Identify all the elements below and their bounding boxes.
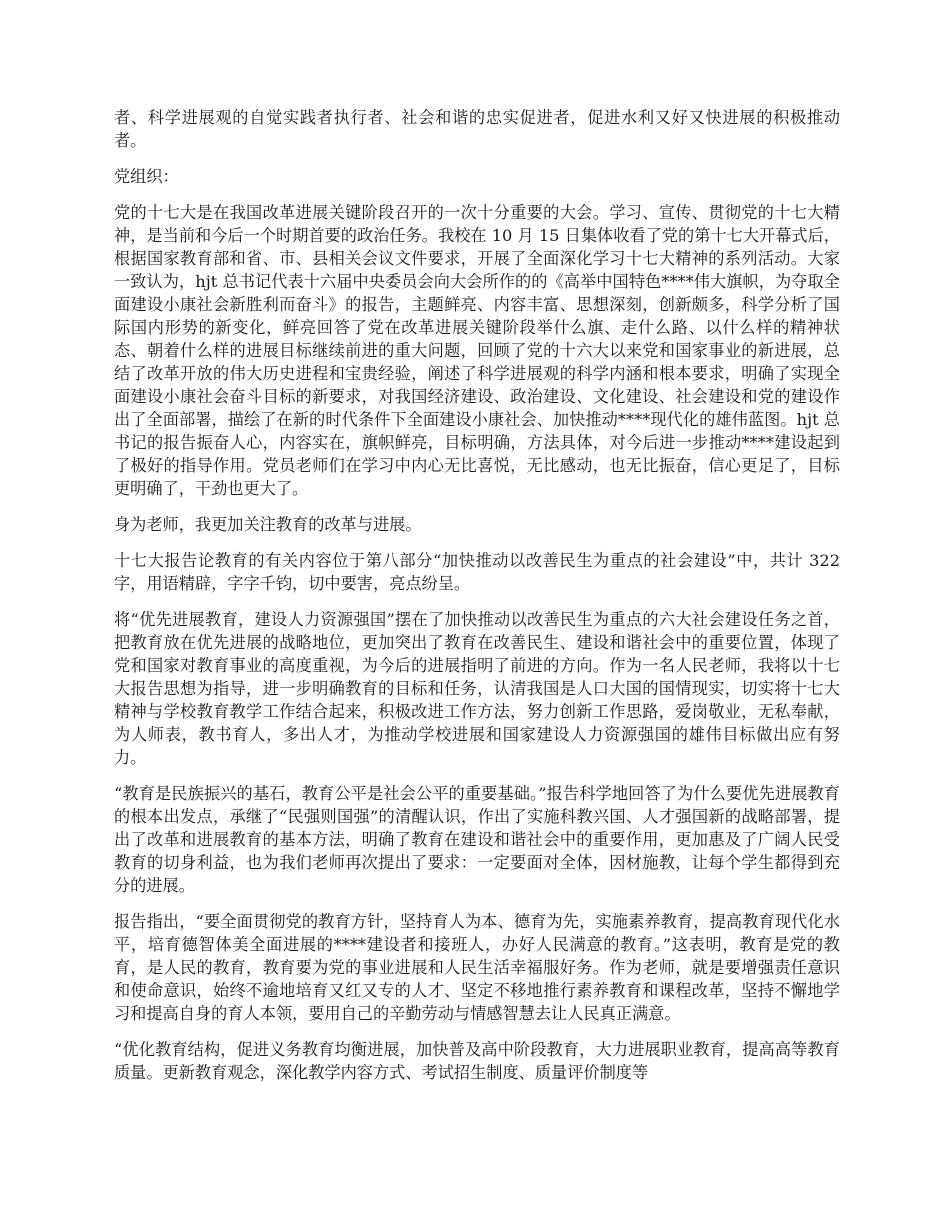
paragraph-5: 十七大报告论教育的有关内容位于第八部分“加快推动以改善民生为重点的社会建设”中，共计 322 字，用语精辟，字字千钧，切中要害，亮点纷呈。 [114, 551, 840, 593]
paragraph-9: “优化教育结构，促进义务教育均衡进展，加快普及高中阶段教育，大力进展职业教育，提高高等教育质量。更新教育观念，深化教学内容方式、考试招生制度、质量评价制度等 [114, 1040, 840, 1082]
paragraph-2: 党组织： [114, 167, 179, 186]
paragraph-8: 报告指出，“要全面贯彻党的教育方针，坚持育人为本、德育为先，实施素养教育，提高教育现代化水平，培育德智体美全面进展的****建设者和接班人，办好人民满意的教育。”这表明，教育是党的教育，是人民的教育，教育要为党的事业进展和人民生活幸福服好务。作为老师，就是要增强责任意识和使命意识，始终不逾地培育又红又专的人才、坚定不移地推行素养教育和课程改革，坚持不懈地学习和提高自身的育人本领，要用自己的辛勤劳动与情感智慧去让人民真正满意。 [114, 912, 840, 1023]
paragraph-7: “教育是民族振兴的基石，教育公平是社会公平的重要基础。”报告科学地回答了为什么要优先进展教育的根本出发点，承继了“民强则国强”的清醒认识，作出了实施科教兴国、人才强国新的战略部署，提出了改革和进展教育的基本方法，明确了教育在建设和谐社会中的重要作用，更加惠及了广阔人民受教育的切身利益，也为我们老师再次提出了要求：一定要面对全体，因材施教，让每个学生都得到充分的进展。 [114, 784, 840, 895]
paragraph-4: 身为老师，我更加关注教育的改革与进展。 [114, 515, 422, 534]
paragraph-1: 者、科学进展观的自觉实践者执行者、社会和谐的忠实促进者，促进水利又好又快进展的积极推动者。 [114, 108, 840, 150]
paragraph-3: 党的十七大是在我国改革进展关键阶段召开的一次十分重要的大会。学习、宣传、贯彻党的十七大精神，是当前和今后一个时期首要的政治任务。我校在 10 月 15 日集体收看了党的第十七大开幕式后，根据国家教育部和省、市、县相关会议文件要求，开展了全面深化学习十七大精神的系列活动。大家一致认为，hjt 总书记代表十六届中央委员会向大会所作的的《高举中国特色****伟大旗帜，为夺取全面建设小康社会新胜利而奋斗》的报告，主题鲜亮、内容丰富、思想深刻，创新颇多，科学分析了国际国内形势的新变化，鲜亮回答了党在改革进展关键阶段举什么旗、走什么路、以什么样的精神状态、朝着什么样的进展目标继续前进的重大问题，回顾了党的十六大以来党和国家事业的新进展，总结了改革开放的伟大历史进程和宝贵经验，阐述了科学进展观的科学内涵和根本要求，明确了实现全面建设小康社会奋斗目标的新要求，对我国经济建设、政治建设、文化建设、社会建设和党的建设作出了全面部署，描绘了在新的时代条件下全面建设小康社会、加快推动****现代化的雄伟蓝图。hjt 总书记的报告振奋人心，内容实在，旗帜鲜亮，目标明确，方法具体，对今后进一步推动****建设起到了极好的指导作用。党员老师们在学习中内心无比喜悦，无比感动，也无比振奋，信心更足了，目标更明确了，干劲也更大了。 [114, 203, 840, 498]
paragraph-6: 将“优先进展教育，建设人力资源强国”摆在了加快推动以改善民生为重点的六大社会建设任务之首，把教育放在优先进展的战略地位，更加突出了教育在改善民生、建设和谐社会中的重要位置，体现了党和国家对教育事业的高度重视，为今后的进展指明了前进的方向。作为一名人民老师，我将以十七大报告思想为指导，进一步明确教育的目标和任务，认清我国是人口大国的国情现实，切实将十七大精神与学校教育教学工作结合起来，积极改进工作方法，努力创新工作思路，爱岗敬业，无私奉献，为人师表，教书育人，多出人才，为推动学校进展和国家建设人力资源强国的雄伟目标做出应有努力。 [114, 610, 840, 767]
document-page [114, 106, 840, 1097]
